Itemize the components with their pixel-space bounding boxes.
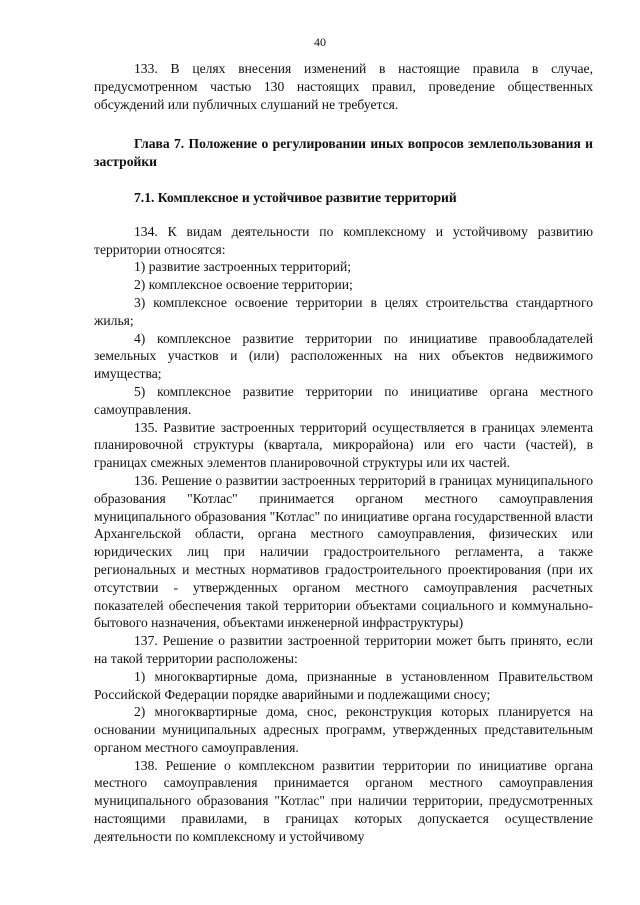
paragraph-134: 134. К видам деятельности по комплексному и устойчивому развитию территории относятся: (94, 223, 593, 257)
list-item-134-2: 2) комплексное освоение территории; (134, 277, 353, 293)
page-number: 40 (314, 35, 326, 49)
list-item-134-5: 5) комплексное развитие территории по инициативе органа местного самоуправления. (94, 383, 593, 417)
list-item-137-1: 1) многоквартирные дома, признанные в установленном Правительством Российской Федерации порядке аварийными и подлежащими сносу; (94, 668, 593, 702)
paragraph-138: 138. Решение о комплексном развитии территории по инициативе органа местного самоуправления принимается органом местного самоуправления муниципального образования "Котлас" при наличии территории, предусмотренных настоящими правилами, в границах которых допускается осуществление деятельности по комплексному и устойчивому (94, 757, 593, 844)
paragraph-133: 133. В целях внесения изменений в настоящие правила в случае, предусмотренном частью 130 настоящих правил, проведение общественных обсуждений или публичных слушаний не требуется. (94, 61, 593, 112)
list-item-134-4: 4) комплексное развитие территории по инициативе правообладателей земельных участков и (или) расположенных на них объектов недвижимого имущества; (94, 330, 593, 382)
chapter-7-heading: Глава 7. Положение о регулировании иных вопросов землепользования и застройки (94, 136, 593, 170)
list-item-134-1: 1) развитие застроенных территорий; (134, 259, 352, 275)
section-7-1-heading: 7.1. Комплексное и устойчивое развитие территорий (134, 189, 457, 205)
document-body (94, 60, 593, 846)
paragraph-135: 135. Развитие застроенных территорий осуществляется в границах элемента планировочной структуры (квартала, микрорайона) или его части (частей), в границах смежных элементов планировочной структуры или их частей. (94, 419, 593, 471)
paragraph-137: 137. Решение о развитии застроенной территории может быть принято, если на такой территории расположены: (94, 633, 593, 666)
list-item-134-3: 3) комплексное освоение территории в целях строительства стандартного жилья; (94, 294, 593, 328)
paragraph-136: 136. Решение о развитии застроенных территорий в границах муниципального образования "Котлас" принимается органом местного самоуправления муниципального образования "Котлас" по инициативе органа государственной власти Архангельской области, органа местного самоуправления, физических или юридических лиц при наличии градостроительного регламента, а также региональных и местных нормативов градостроительного проектирования (при их отсутствии - утвержденных органом местного самоуправления расчетных показателей обеспечения такой территории объектами социального и коммунально-бытового назначения, объектами инженерной инфраструктуры) (94, 472, 593, 631)
list-item-137-2: 2) многоквартирные дома, снос, реконструкция которых планируется на основании муниципальных адресных программ, утвержденных представительным органом местного самоуправления. (94, 704, 593, 755)
